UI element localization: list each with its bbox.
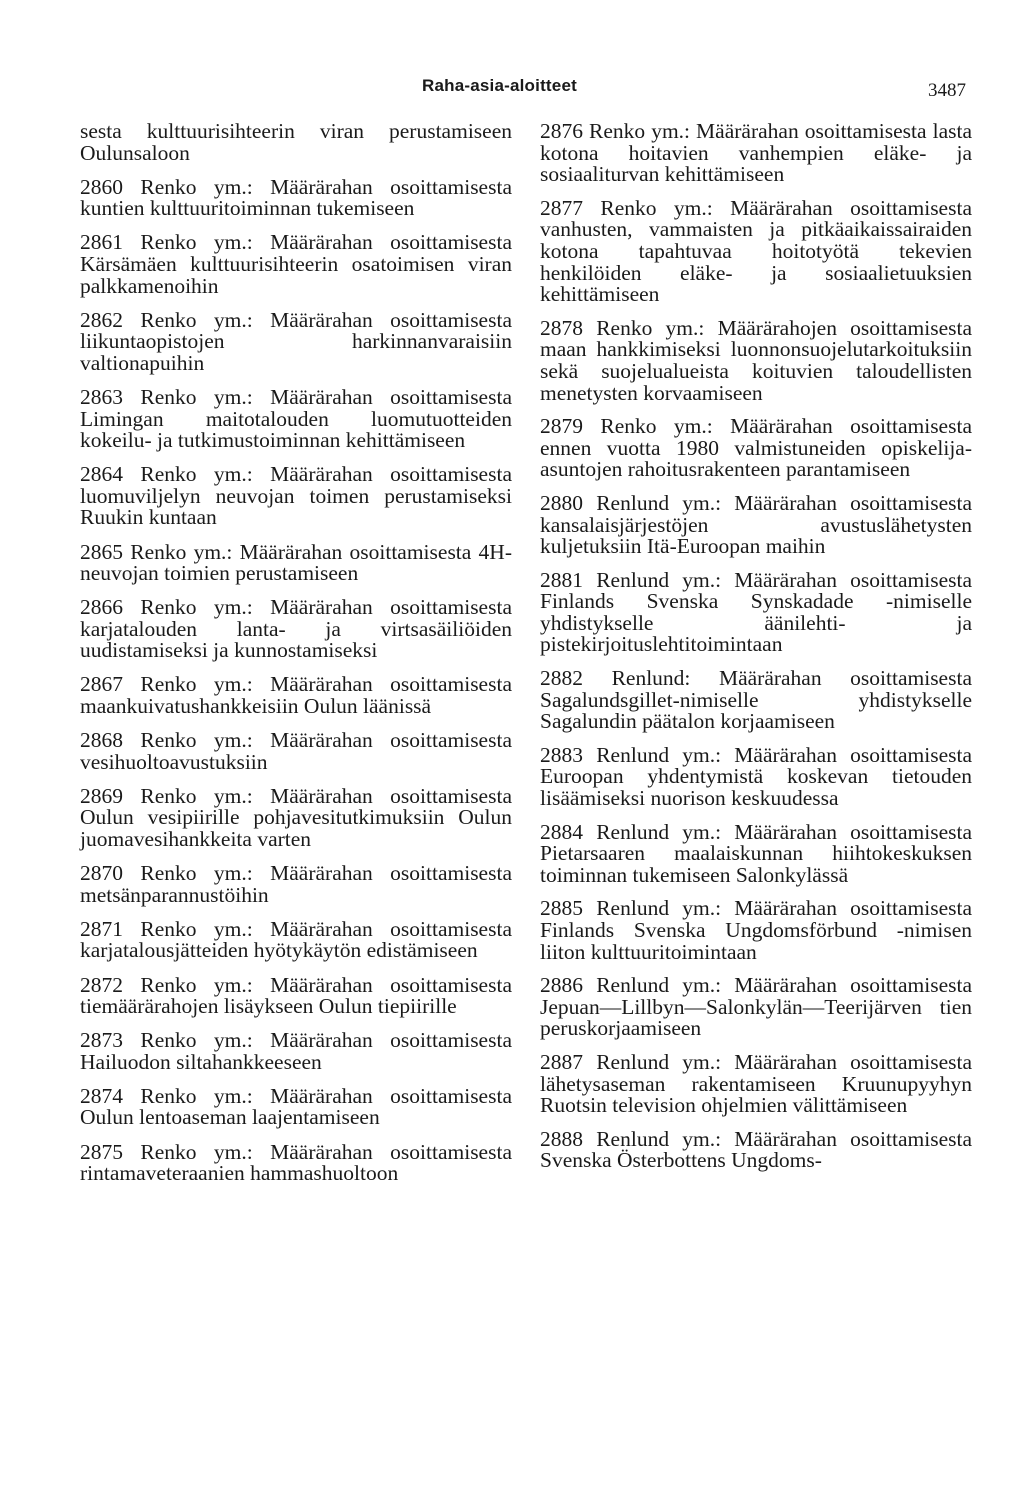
motion-entry: 2866 Renko ym.: Määrärahan osoittamisesta karjatalouden lanta- ja virtsasäiliöiden uudistamiseksi ja kunnostamiseksi <box>80 595 512 663</box>
motion-entry: 2863 Renko ym.: Määrärahan osoittamisesta Limingan maitotalouden luomutuotteiden kokeilu- ja tutkimustoiminnan kehittämiseen <box>80 384 512 453</box>
motion-entry: 2888 Renlund ym.: Määrärahan osoittamisesta Svenska Österbottens Ungdoms- <box>540 1126 972 1173</box>
running-header <box>0 76 1024 100</box>
motion-entry: 2887 Renlund ym.: Määrärahan osoittamisesta lähetysaseman rakentamiseen Kruunupyyhyn Ruotsin television ohjelmien välittämiseen <box>540 1049 972 1118</box>
motion-entry: 2886 Renlund ym.: Määrärahan osoittamisesta Jepuan—Lillbyn—Salonkylän—Teerijärven tien peruskorjaamiseen <box>540 973 972 1041</box>
right-column <box>540 121 972 1184</box>
motion-entry: 2875 Renko ym.: Määrärahan osoittamisesta rintamaveteraanien hammashuoltoon <box>80 1139 512 1186</box>
motion-entry: 2871 Renko ym.: Määrärahan osoittamisesta karjatalousjätteiden hyötykäytön edistämiseen <box>80 916 512 963</box>
motion-entry: 2860 Renko ym.: Määrärahan osoittamisesta kuntien kulttuuritoiminnan tukemiseen <box>80 174 512 221</box>
motion-entry: 2874 Renko ym.: Määrärahan osoittamisesta Oulun lentoaseman laajentamiseen <box>80 1083 512 1130</box>
motion-entry: 2877 Renko ym.: Määrärahan osoittamisesta vanhusten, vammaisten ja pitkäaikaissairaiden kotona tapahtuvaa hoitotyötä tekevien henkilöiden eläke- ja sosiaalietuuksien kehittämiseen <box>540 195 972 307</box>
motion-entry: 2879 Renko ym.: Määrärahan osoittamisesta ennen vuotta 1980 valmistuneiden opiskelija-asuntojen rahoitusrakenteen parantamiseen <box>540 414 972 482</box>
section-title: Raha-asia-aloitteet <box>422 76 577 95</box>
motion-entry: 2883 Renlund ym.: Määrärahan osoittamisesta Euroopan yhdentymistä koskevan tietouden lisäämiseksi nuorison keskuudessa <box>540 742 972 811</box>
motion-entry: 2862 Renko ym.: Määrärahan osoittamisesta liikuntaopistojen harkinnanvaraisiin valtionapuihin <box>80 307 512 375</box>
motion-entry: 2878 Renko ym.: Määrärahojen osoittamisesta maan hankkimiseksi luonnonsuojelutarkoituksiin sekä suojelualueista koituvien taloudellisten menetysten korvaamiseen <box>540 315 972 405</box>
motion-entry: 2869 Renko ym.: Määrärahan osoittamisesta Oulun vesipiirille pohjavesitutkimuksiin Oulun juomavesihankkeita varten <box>80 783 512 852</box>
motion-entry: 2873 Renko ym.: Määrärahan osoittamisesta Hailuodon siltahankkeeseen <box>80 1028 512 1074</box>
motion-entry: 2884 Renlund ym.: Määrärahan osoittamisesta Pietarsaaren maalaiskunnan hiihtokeskuksen toiminnan tukemiseen Salonkylässä <box>540 819 972 887</box>
motion-entry: 2864 Renko ym.: Määrärahan osoittamisesta luomuviljelyn neuvojan toimen perustamiseksi Ruukin kuntaan <box>80 462 512 530</box>
motion-entry: 2876 Renko ym.: Määrärahan osoittamisesta lasta kotona hoitavien vanhempien eläke- ja sosiaaliturvan kehittämiseen <box>540 119 972 187</box>
motion-entry: 2861 Renko ym.: Määrärahan osoittamisesta Kärsämäen kulttuurisihteerin osatoimisen viran palkkamenoihin <box>80 230 512 298</box>
motion-entry: 2867 Renko ym.: Määrärahan osoittamisesta maankuivatushankkeisiin Oulun läänissä <box>80 672 512 719</box>
motion-entry: 2885 Renlund ym.: Määrärahan osoittamisesta Finlands Svenska Ungdomsförbund -nimisen liiton kulttuuritoimintaan <box>540 896 972 964</box>
motion-entry: 2865 Renko ym.: Määrärahan osoittamisesta 4H-neuvojan toimien perustamiseen <box>80 539 512 586</box>
motion-entry: 2881 Renlund ym.: Määrärahan osoittamisesta Finlands Svenska Synskadade -nimiselle yhdistykselle äänilehti- ja pistekirjoituslehtitoimintaan <box>540 567 972 657</box>
motion-entry: 2872 Renko ym.: Määrärahan osoittamisesta tiemäärärahojen lisäykseen Oulun tiepiirille <box>80 972 512 1019</box>
motion-entry: 2882 Renlund: Määrärahan osoittamisesta Sagalundsgillet-nimiselle yhdistykselle Sagalundin päätalon korjaamiseen <box>540 666 972 734</box>
motion-entry: 2868 Renko ym.: Määrärahan osoittamisesta vesihuoltoavustuksiin <box>80 728 512 774</box>
left-column <box>80 121 512 1197</box>
motion-entry: sesta kulttuurisihteerin viran perustamiseen Oulunsaloon <box>80 119 512 165</box>
page-number: 3487 <box>928 80 966 101</box>
motion-entry: 2880 Renlund ym.: Määrärahan osoittamisesta kansalaisjärjestöjen avustuslähetysten kuljetuksiin Itä-Euroopan maihin <box>540 490 972 559</box>
motion-entry: 2870 Renko ym.: Määrärahan osoittamisesta metsänparannustöihin <box>80 861 512 907</box>
